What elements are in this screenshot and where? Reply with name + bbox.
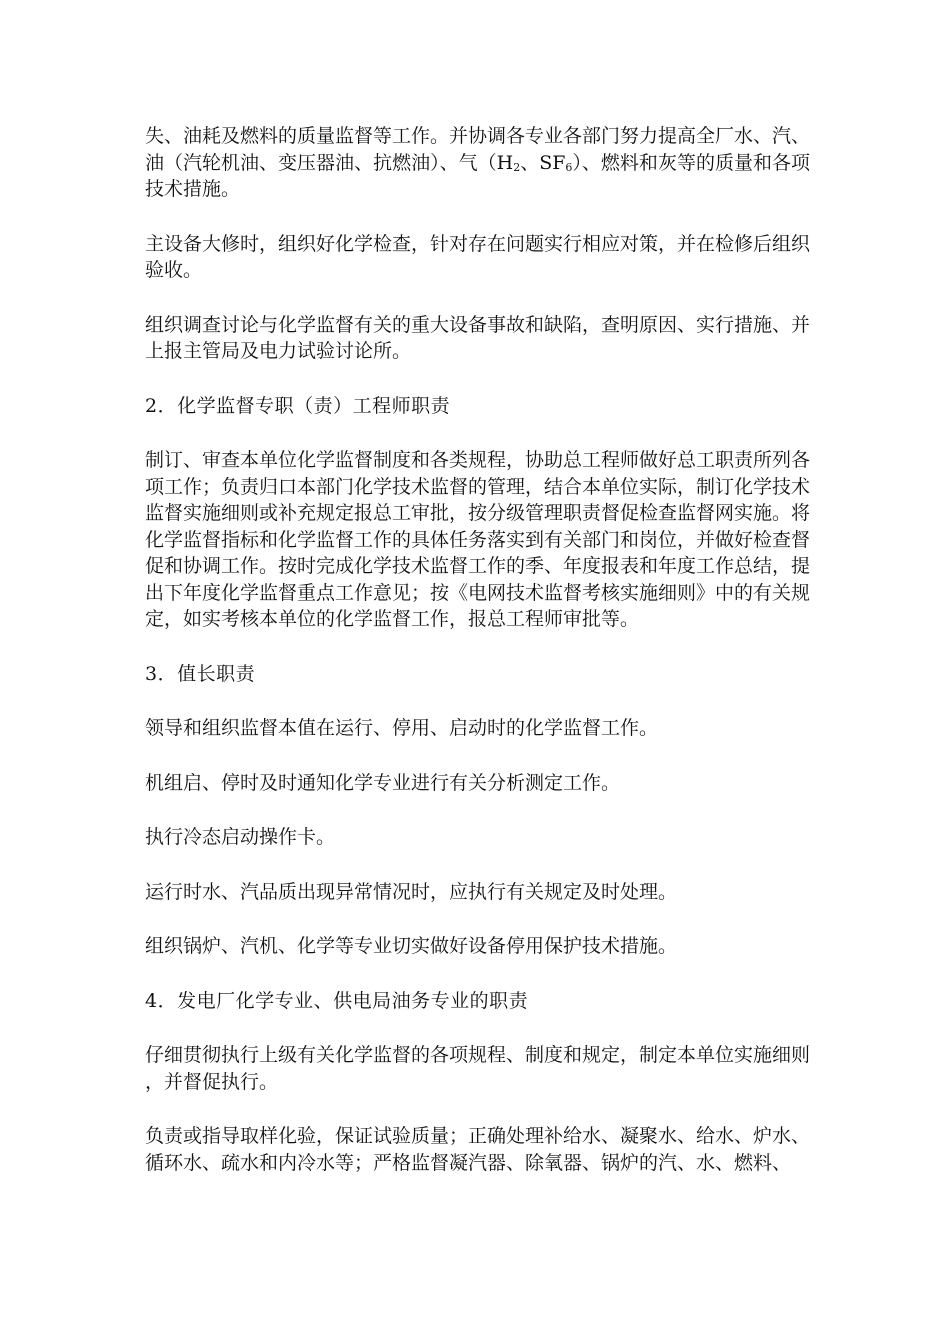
section-heading-engineer-duties: 2．化学监督专职（责）工程师职责 — [145, 394, 451, 417]
paragraph-sampling-testing: 负责或指导取样化验，保证试验质量；正确处理补给水、凝聚水、给水、炉水、循环水、疏水和内冷水等；严格监督凝汽器、除氧器、锅炉的汽、水、燃料、 — [145, 1125, 811, 1174]
section-heading-chemistry-specialty-duties: 4．发电厂化学专业、供电局油务专业的职责 — [145, 989, 529, 1012]
paragraph-engineer-duties: 制订、审查本单位化学监督制度和各类规程，协助总工程师做好总工职责所列各项工作；负责归口本部门化学技术监督的管理，结合本单位实际，制订化学技术监督实施细则或补充规定报总工审批，按分级管理职责督促检查监督网实施。将化学监督指标和化学监督工作的具体任务落实到有关部门和岗位，并做好检查督促和协调工作。按时完成化学技术监督工作的季、年度报表和年度工作总结，提出下年度化学监督重点工作意见；按《电网技术监督考核实施细则》中的有关规定，如实考核本单位的化学监督工作，报总工程师审批等。 — [145, 449, 811, 630]
paragraph-overhaul-inspection: 主设备大修时，组织好化学检查，针对存在问题实行相应对策，并在检修后组织验收。 — [145, 232, 811, 281]
paragraph-abnormal-handling: 运行时水、汽品质出现异常情况时，应执行有关规定及时处理。 — [145, 880, 678, 903]
paragraph-quality-supervision — [145, 123, 810, 203]
paragraph-accident-investigation: 组织调查讨论与化学监督有关的重大设备事故和缺陷，查明原因、实行措施、并上报主管局及电力试验讨论所。 — [145, 313, 811, 362]
paragraph-text: 失、油耗及燃料的质量监督等工作。并协调各专业各部门努力提高全厂水、汽、油（汽轮机油、变压器油、抗燃油）、气（H — [145, 125, 811, 174]
paragraph-unit-start-stop: 机组启、停时及时通知化学专业进行有关分析测定工作。 — [145, 771, 621, 794]
paragraph-text: 、SF — [520, 151, 566, 174]
paragraph-implement-regulations: 仔细贯彻执行上级有关化学监督的各项规程、制度和规定，制定本单位实施细则，并督促执行。 — [145, 1044, 811, 1093]
sf6-subscript: 6 — [565, 160, 573, 174]
document-page — [145, 123, 810, 1204]
paragraph-shift-supervision: 领导和组织监督本值在运行、停用、启动时的化学监督工作。 — [145, 717, 659, 739]
h2-subscript: 2 — [513, 160, 521, 174]
paragraph-text: ）、燃料和灰等的质量和各项技术措施。 — [145, 151, 810, 200]
paragraph-cold-start-card: 执行冷态启动操作卡。 — [145, 826, 336, 848]
section-heading-shift-leader-duties: 3．值长职责 — [145, 662, 256, 685]
paragraph-shutdown-protection: 组织锅炉、汽机、化学等专业切实做好设备停用保护技术措施。 — [145, 935, 678, 957]
